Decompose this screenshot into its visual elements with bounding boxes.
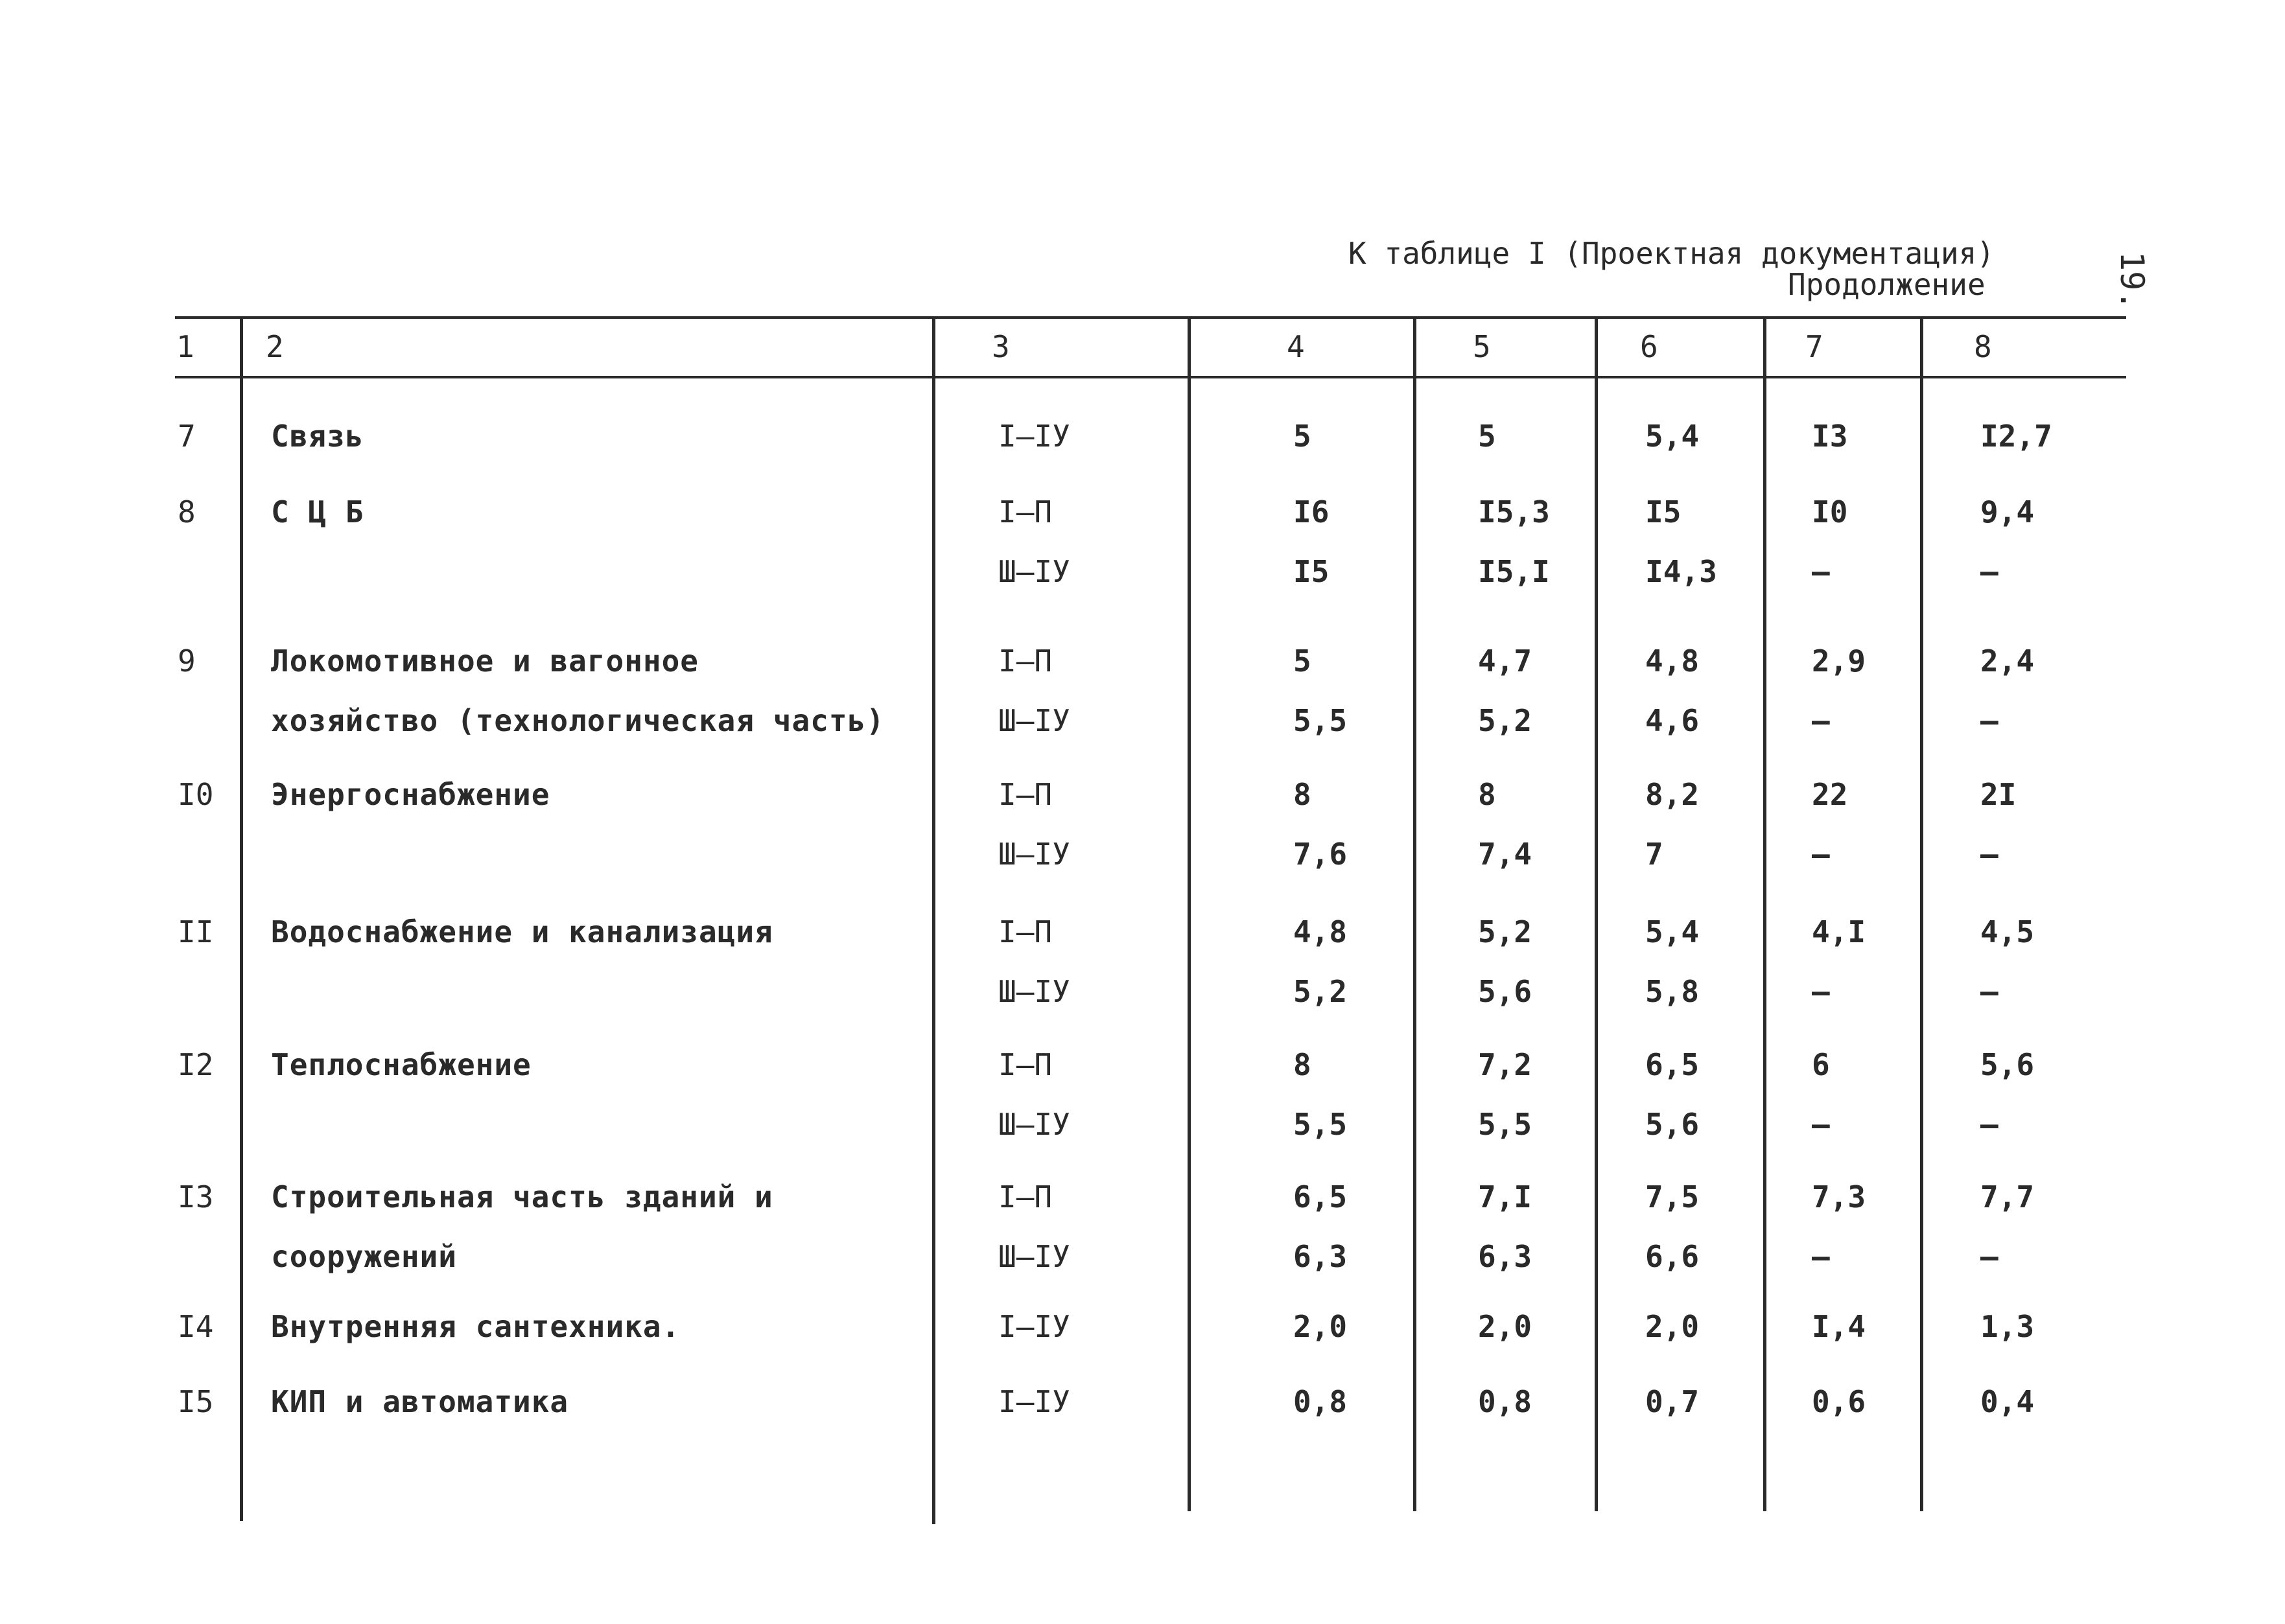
value-col-6: 5,8	[1645, 974, 1700, 1009]
value-col-4: 6,5	[1293, 1179, 1348, 1214]
value-col-8: I2,7	[1980, 419, 2052, 454]
table-top-rule	[175, 316, 2126, 319]
value-col-7: –	[1812, 554, 1830, 589]
value-col-6: 6,5	[1645, 1047, 1700, 1082]
value-col-4: 2,0	[1293, 1309, 1348, 1344]
column-number-3: 3	[992, 329, 1010, 364]
value-col-5: 7,I	[1478, 1179, 1532, 1214]
row-number: I3	[178, 1179, 214, 1214]
column-divider	[1920, 319, 1923, 1511]
value-col-7: I0	[1812, 494, 1848, 529]
value-col-6: 0,7	[1645, 1384, 1700, 1419]
value-col-7: I,4	[1812, 1309, 1866, 1344]
row-name: Энергоснабжение	[271, 777, 550, 812]
value-col-7: –	[1812, 1107, 1830, 1142]
row-number: I2	[178, 1047, 214, 1082]
value-col-5: I5,3	[1478, 494, 1550, 529]
row-number: 8	[178, 494, 196, 529]
value-col-6: 7	[1645, 837, 1663, 872]
value-col-5: 5	[1478, 419, 1496, 454]
value-col-8: –	[1980, 837, 1998, 872]
column-divider	[1595, 319, 1598, 1511]
category-cell: I–IУ	[998, 1384, 1070, 1419]
value-col-6: 6,6	[1645, 1239, 1700, 1274]
value-col-5: I5,I	[1478, 554, 1550, 589]
category-cell: I–IУ	[998, 1309, 1070, 1344]
value-col-7: –	[1812, 974, 1830, 1009]
column-divider	[1188, 319, 1191, 1511]
value-col-8: 0,4	[1980, 1384, 2035, 1419]
continuation-label: Продолжение	[1788, 267, 1986, 302]
column-number-8: 8	[1974, 329, 1992, 364]
column-number-7: 7	[1805, 329, 1823, 364]
value-col-5: 5,5	[1478, 1107, 1532, 1142]
row-name: КИП и автоматика	[271, 1384, 569, 1419]
value-col-7: 7,3	[1812, 1179, 1866, 1214]
value-col-4: 6,3	[1293, 1239, 1348, 1274]
value-col-8: –	[1980, 1107, 1998, 1142]
value-col-6: 8,2	[1645, 777, 1700, 812]
category-cell: Ш–IУ	[998, 554, 1070, 589]
value-col-7: –	[1812, 837, 1830, 872]
value-col-4: 5,5	[1293, 703, 1348, 738]
value-col-8: –	[1980, 1239, 1998, 1274]
value-col-4: 8	[1293, 777, 1311, 812]
row-number: I5	[178, 1384, 214, 1419]
value-col-8: 2I	[1980, 777, 2017, 812]
row-name: сооружений	[271, 1239, 457, 1274]
column-number-5: 5	[1473, 329, 1491, 364]
row-name: Водоснабжение и канализация	[271, 914, 773, 949]
table-caption: К таблице I (Проектная документация)	[1348, 236, 1995, 271]
value-col-8: –	[1980, 554, 1998, 589]
row-number: I0	[178, 777, 214, 812]
row-number: II	[178, 914, 214, 949]
category-cell: I–П	[998, 494, 1053, 529]
column-number-4: 4	[1287, 329, 1305, 364]
value-col-8: 4,5	[1980, 914, 2035, 949]
value-col-5: 5,6	[1478, 974, 1532, 1009]
value-col-8: –	[1980, 974, 1998, 1009]
value-col-8: 7,7	[1980, 1179, 2035, 1214]
category-cell: Ш–IУ	[998, 703, 1070, 738]
value-col-6: 4,8	[1645, 644, 1700, 679]
value-col-6: 5,4	[1645, 914, 1700, 949]
value-col-5: 5,2	[1478, 914, 1532, 949]
column-number-2: 2	[266, 329, 284, 364]
value-col-7: I3	[1812, 419, 1848, 454]
row-name: Строительная часть зданий и	[271, 1179, 773, 1214]
value-col-4: I5	[1293, 554, 1330, 589]
value-col-7: 4,I	[1812, 914, 1866, 949]
row-number: 7	[178, 419, 196, 454]
category-cell: I–П	[998, 1179, 1053, 1214]
header-bottom-rule	[175, 376, 2126, 378]
value-col-5: 2,0	[1478, 1309, 1532, 1344]
row-number: 9	[178, 644, 196, 679]
category-cell: Ш–IУ	[998, 974, 1070, 1009]
value-col-7: 2,9	[1812, 644, 1866, 679]
category-cell: Ш–IУ	[998, 837, 1070, 872]
value-col-8: 9,4	[1980, 494, 2035, 529]
value-col-4: 8	[1293, 1047, 1311, 1082]
value-col-5: 6,3	[1478, 1239, 1532, 1274]
value-col-7: –	[1812, 703, 1830, 738]
page-number: 19.	[2113, 251, 2151, 310]
category-cell: Ш–IУ	[998, 1107, 1070, 1142]
value-col-6: 5,6	[1645, 1107, 1700, 1142]
value-col-8: 2,4	[1980, 644, 2035, 679]
row-name: Связь	[271, 419, 364, 454]
row-number: I4	[178, 1309, 214, 1344]
category-cell: Ш–IУ	[998, 1239, 1070, 1274]
value-col-6: 5,4	[1645, 419, 1700, 454]
row-name: Теплоснабжение	[271, 1047, 532, 1082]
value-col-5: 0,8	[1478, 1384, 1532, 1419]
value-col-5: 5,2	[1478, 703, 1532, 738]
row-name: хозяйство (технологическая часть)	[271, 703, 885, 738]
value-col-7: –	[1812, 1239, 1830, 1274]
column-divider	[1413, 319, 1416, 1511]
value-col-6: I4,3	[1645, 554, 1717, 589]
value-col-5: 7,4	[1478, 837, 1532, 872]
value-col-6: 2,0	[1645, 1309, 1700, 1344]
column-number-1: 1	[176, 329, 194, 364]
value-col-6: 4,6	[1645, 703, 1700, 738]
value-col-4: 5	[1293, 644, 1311, 679]
row-name: С Ц Б	[271, 494, 364, 529]
column-divider	[240, 319, 243, 1521]
value-col-4: 5	[1293, 419, 1311, 454]
category-cell: I–IУ	[998, 419, 1070, 454]
value-col-8: 5,6	[1980, 1047, 2035, 1082]
column-divider	[1763, 319, 1766, 1511]
value-col-8: 1,3	[1980, 1309, 2035, 1344]
value-col-7: 22	[1812, 777, 1848, 812]
category-cell: I–П	[998, 1047, 1053, 1082]
row-name: Внутренняя сантехника.	[271, 1309, 681, 1344]
category-cell: I–П	[998, 777, 1053, 812]
category-cell: I–П	[998, 914, 1053, 949]
value-col-4: 5,5	[1293, 1107, 1348, 1142]
value-col-6: 7,5	[1645, 1179, 1700, 1214]
column-divider	[932, 319, 935, 1524]
value-col-5: 8	[1478, 777, 1496, 812]
value-col-8: –	[1980, 703, 1998, 738]
value-col-7: 6	[1812, 1047, 1830, 1082]
value-col-5: 4,7	[1478, 644, 1532, 679]
value-col-4: 0,8	[1293, 1384, 1348, 1419]
row-name: Локомотивное и вагонное	[271, 644, 699, 679]
category-cell: I–П	[998, 644, 1053, 679]
value-col-5: 7,2	[1478, 1047, 1532, 1082]
column-number-6: 6	[1640, 329, 1658, 364]
value-col-4: I6	[1293, 494, 1330, 529]
value-col-6: I5	[1645, 494, 1682, 529]
value-col-4: 4,8	[1293, 914, 1348, 949]
value-col-7: 0,6	[1812, 1384, 1866, 1419]
value-col-4: 5,2	[1293, 974, 1348, 1009]
value-col-4: 7,6	[1293, 837, 1348, 872]
